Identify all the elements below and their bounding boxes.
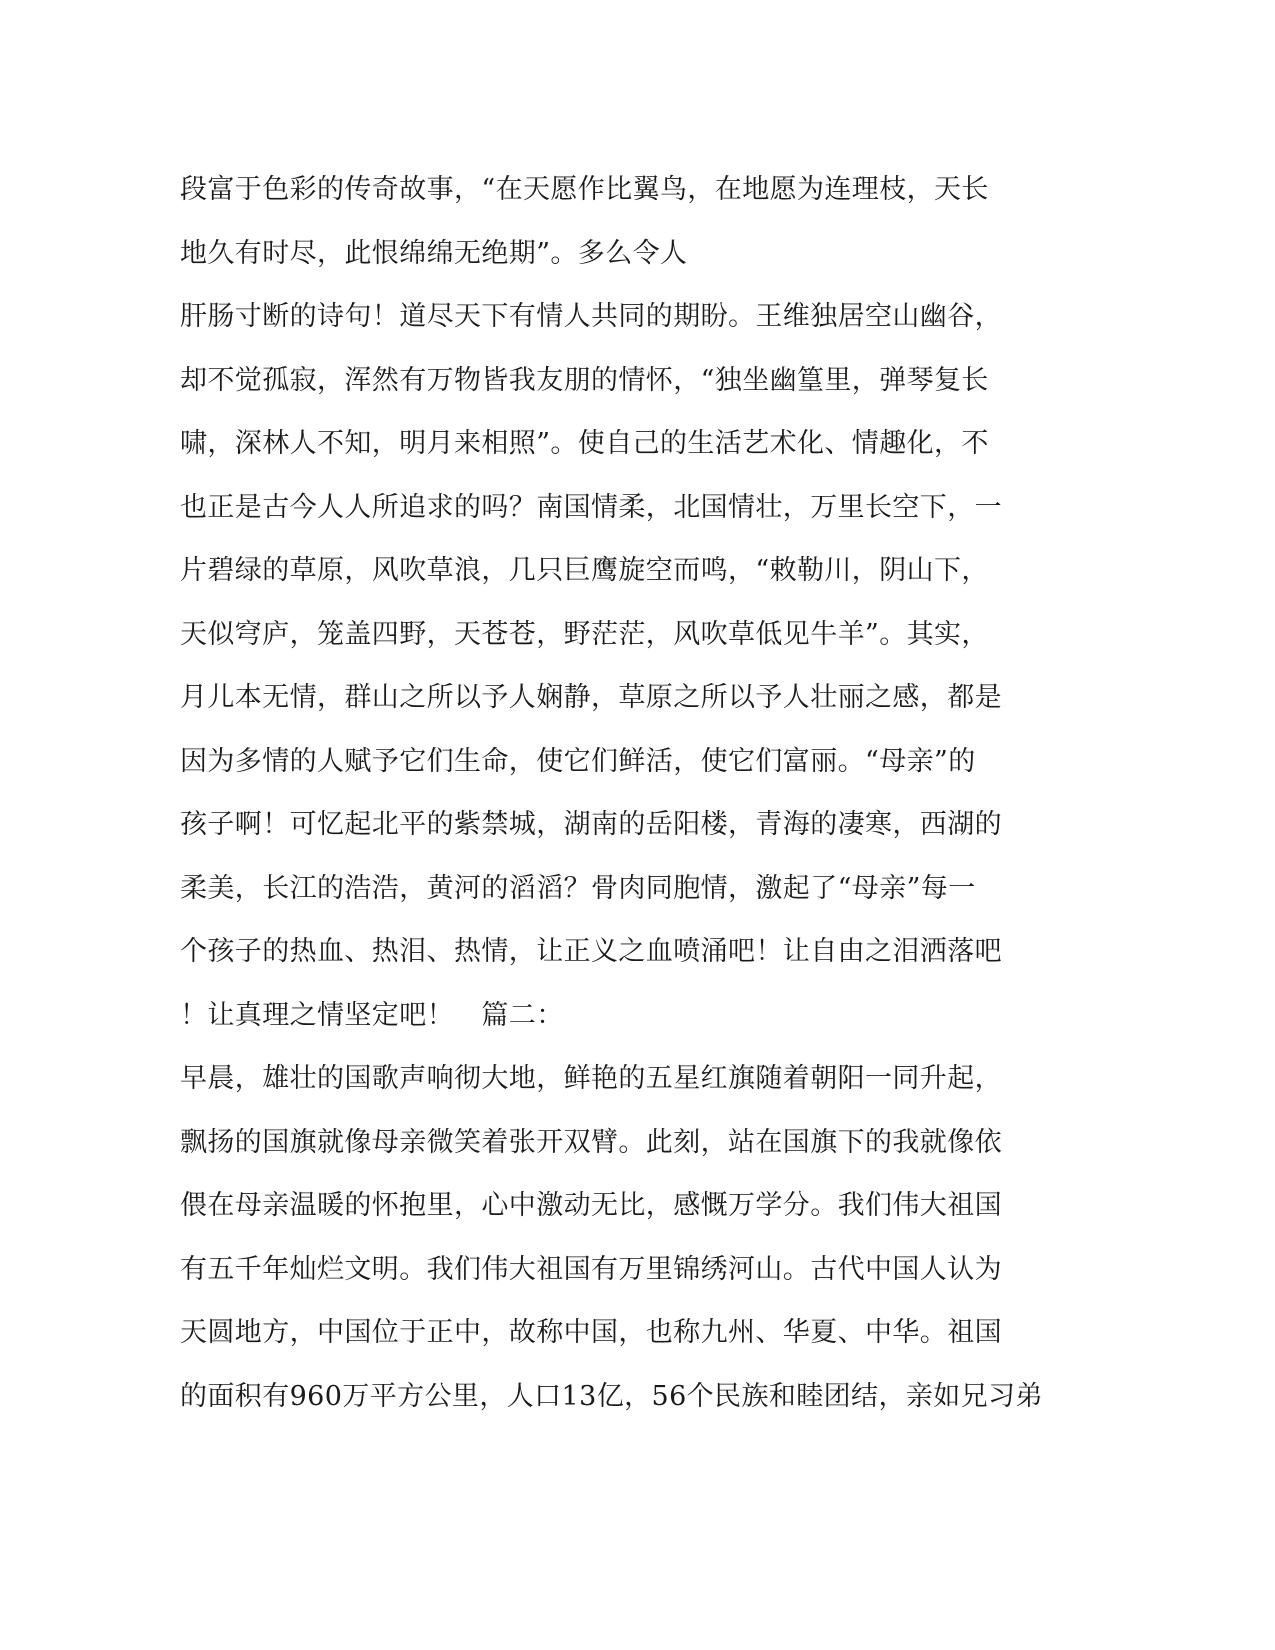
- text-line: 飘扬的国旗就像母亲微笑着张开双臂。此刻，站在国旗下的我就像依: [180, 1126, 1002, 1158]
- document-body: [180, 158, 1060, 1428]
- text-line: 因为多情的人赋予它们生命，使它们鲜活，使它们富丽。“母亲”的: [180, 745, 976, 777]
- text-line: 却不觉孤寂，浑然有万物皆我友朋的情怀，“独坐幽篁里，弹琴复长: [180, 364, 989, 396]
- text-line: 的面积有960万平方公里，人口13亿，56个民族和睦团结，亲如兄习弟: [180, 1380, 1043, 1412]
- text-line: 地久有时尽，此恨绵绵无绝期”。多么令人: [180, 237, 688, 269]
- text-line: 也正是古今人人所追求的吗？南国情柔，北国情壮，万里长空下，一: [180, 491, 1002, 523]
- text-line: 柔美，长江的浩浩，黄河的滔滔？骨肉同胞情，激起了“母亲”每一: [180, 872, 976, 904]
- text-line: 天圆地方，中国位于正中，故称中国，也称九州、华夏、中华。祖国: [180, 1317, 1002, 1348]
- text-line: 孩子啊！可忆起北平的紫禁城，湖南的岳阳楼，青海的凄寒，西湖的: [180, 809, 1002, 840]
- text-line: 早晨，雄壮的国歌声响彻大地，鲜艳的五星红旗随着朝阳一同升起，: [180, 1063, 1002, 1094]
- text-line: 天似穹庐，笼盖四野，天苍苍，野茫茫，风吹草低见牛羊”。其实，: [180, 618, 989, 650]
- text-line: 片碧绿的草原，风吹草浪，几只巨鹰旋空而鸣，“敕勒川，阴山下，: [180, 555, 989, 586]
- text-line: 肝肠寸断的诗句！道尽天下有情人共同的期盼。王维独居空山幽谷，: [180, 301, 1002, 332]
- text-line: 段富于色彩的传奇故事，“在天愿作比翼鸟，在地愿为连理枝，天长: [180, 174, 989, 205]
- text-line: 个孩子的热血、热泪、热情，让正义之血喷涌吧！让自由之泪洒落吧: [180, 936, 1002, 967]
- text-line: 有五千年灿烂文明。我们伟大祖国有万里锦绣河山。古代中国人认为: [180, 1253, 1002, 1285]
- text-line: 偎在母亲温暖的怀抱里，心中激动无比，感慨万学分。我们伟大祖国: [180, 1190, 1002, 1221]
- text-line: 啸，深林人不知，明月来相照”。使自己的生活艺术化、情趣化，不: [180, 428, 989, 459]
- text-line: ！让真理之情坚定吧！ 篇二：: [180, 999, 564, 1031]
- text-line: 月儿本无情，群山之所以予人娴静，草原之所以予人壮丽之感，都是: [180, 682, 1002, 713]
